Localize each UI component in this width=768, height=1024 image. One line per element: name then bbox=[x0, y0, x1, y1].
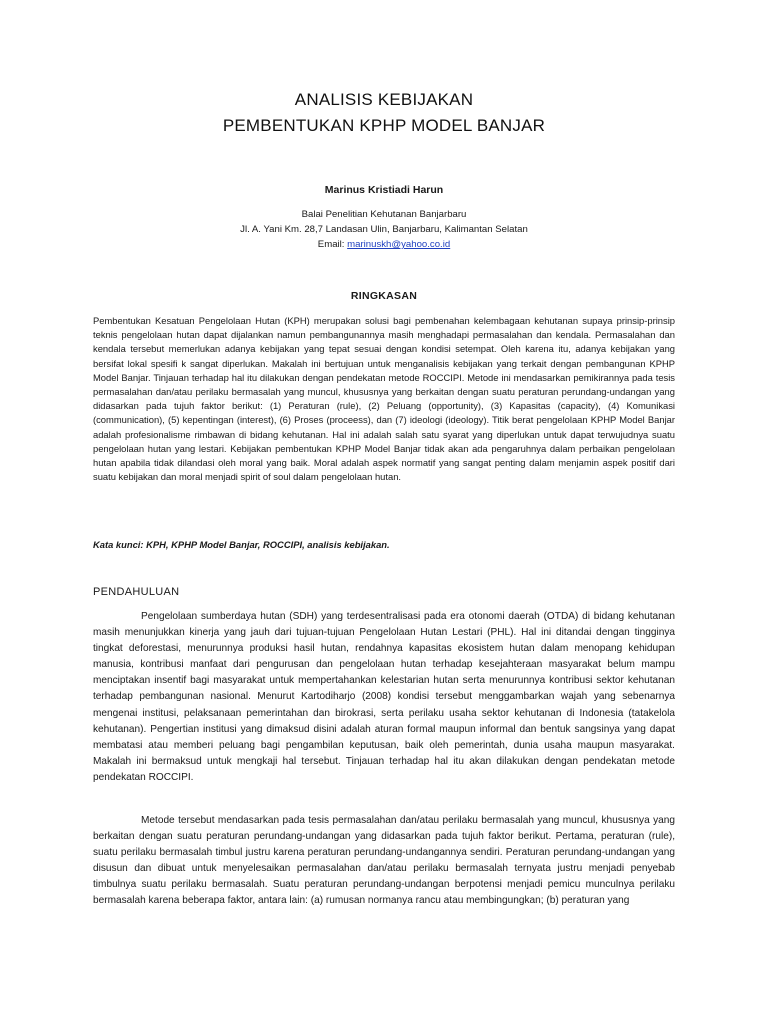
abstract-text: Pembentukan Kesatuan Pengelolaan Hutan (KPH) merupakan solusi bagi pembenahan kelembagaan kehutanan supaya prinsip-prinsip teknis pengelolaan hutan dapat dijalankan namun pembangunannya masih menghadapi permasalahan dan kendala. Permasalahan dan kendala tersebut memerlukan adanya kebijakan yang tepat sesuai dengan kondisi setempat. Oleh karena itu, adanya kebijakan yang bersifat lokal spesifi k sangat diperlukan. Makalah ini bertujuan untuk menganalisis kebijakan yang terkait dengan pembangunan KPHP Model Banjar. Tinjauan terhadap hal itu dilakukan dengan pendekatan metode ROCCIPI. Metode ini mendasarkan pemikirannya pada tesis permasalahan dan/atau perilaku bermasalah yang muncul, khususnya yang berkaitan dengan suatu peraturan perundang-undangan yang didasarkan pada tujuh faktor berikut: (1) Peraturan (rule), (2) Peluang (opportunity), (3) Kapasitas (capacity), (4) Komunikasi (communication), (5) kepentingan (interest), (6) Proses (proceess), dan (7) ideologi (ideology). Titik berat pengelolaan KPHP Model Banjar adalah profesionalisme rimbawan di bidang kehutanan. Hal ini adalah salah satu syarat yang diperlukan untuk dapat terwujudnya suatu pengelolaan hutan yang lestari. Kebijakan pembentukan KPHP Model Banjar tidak akan ada pengaruhnya dalam perbaikan pengelolaan hutan apabila tidak dilandasi oleh moral yang baik. Moral adalah aspek normatif yang sangat penting dalam menjamin aspek positif dari suatu kebijakan dan moral menjadi spirit of soul dalam pengelolaan hutan. bbox=[93, 315, 675, 483]
email-link[interactable]: marinuskh@yahoo.co.id bbox=[347, 239, 451, 250]
body-paragraph-1 bbox=[93, 609, 675, 786]
affiliation-institution: Balai Penelitian Kehutanan Banjarbaru bbox=[301, 209, 467, 220]
author-name: Marinus Kristiadi Harun bbox=[324, 184, 444, 196]
affiliation-email bbox=[0, 239, 768, 250]
section-heading: PENDAHULUAN bbox=[93, 586, 180, 598]
paper-title-line-1: ANALISIS KEBIJAKAN bbox=[294, 90, 474, 109]
body-paragraph-2 bbox=[93, 813, 675, 910]
paragraph-text: Metode tersebut mendasarkan pada tesis permasalahan dan/atau perilaku bermasalah yang muncul, khususnya yang berkaitan dengan suatu peraturan perundang-undangan yang didasarkan pada tujuh faktor berikut. Pertama, peraturan (rule), suatu perilaku bermasalah timbul justru karena peraturan perundang-undangannya sendiri. Peraturan perundang-undangan yang disusun dan dibuat untuk menyelesaikan permasalahan dan/atau perilaku bermasalah ternyata justru menjadi penyebab timbulnya suatu perilaku bermasalah. Suatu peraturan perundang-undangan berpotensi menjadi pemicu munculnya perilaku bermasalah karena beberapa faktor, antara lain: (a) rumusan normanya rancu atau membingungkan; (b) peraturan yang bbox=[93, 815, 675, 907]
paper-title-line-2: PEMBENTUKAN KPHP MODEL BANJAR bbox=[222, 116, 546, 135]
affiliation-address: Jl. A. Yani Km. 28,7 Landasan Ulin, Banjarbaru, Kalimantan Selatan bbox=[240, 224, 528, 235]
abstract-body bbox=[93, 314, 675, 484]
abstract-heading: RINGKASAN bbox=[350, 290, 418, 302]
keywords: Kata kunci: KPH, KPHP Model Banjar, ROCCIPI, analisis kebijakan. bbox=[93, 539, 390, 550]
email-label: Email: bbox=[317, 239, 348, 250]
paragraph-text: Pengelolaan sumberdaya hutan (SDH) yang terdesentralisasi pada era otonomi daerah (OTDA) di bidang kehutanan masih menunjukkan kinerja yang jauh dari tujuan-tujuan Pengelolaan Hutan Lestari (PHL). Hal ini ditandai dengan tingginya tingkat deforestasi, menurunnya produksi hasil hutan, rendahnya kapasitas ekosistem hutan dalam menopang kehidupan manusia, kontribusi manfaat dari pengurusan dan pengelolaan hutan terhadap kesejahteraan masyarakat belum mampu menciptakan insentif bagi masyarakat untuk mempertahankan kelestarian hutan serta menurunnya kontribusi sektor kehutanan terhadap pembangunan nasional. Menurut Kartodiharjo (2008) kondisi tersebut menggambarkan wajah yang sebenarnya mengenai institusi, pelaksanaan pemerintahan dan birokrasi, serta perilaku usaha sektor kehutanan di Indonesia (tatakelola kehutanan). Pengertian institusi yang dimaksud disini adalah aturan formal maupun informal dan bentuk sangsinya yang dapat membatasi atau memberi peluang bagi pengambilan keputusan, baik oleh pemerintah, dunia usaha maupun masyarakat. Makalah ini bermaksud untuk mengkaji hal tersebut. Tinjauan terhadap hal itu akan dilakukan dengan pendekatan metode pendekatan ROCCIPI. bbox=[93, 611, 675, 783]
